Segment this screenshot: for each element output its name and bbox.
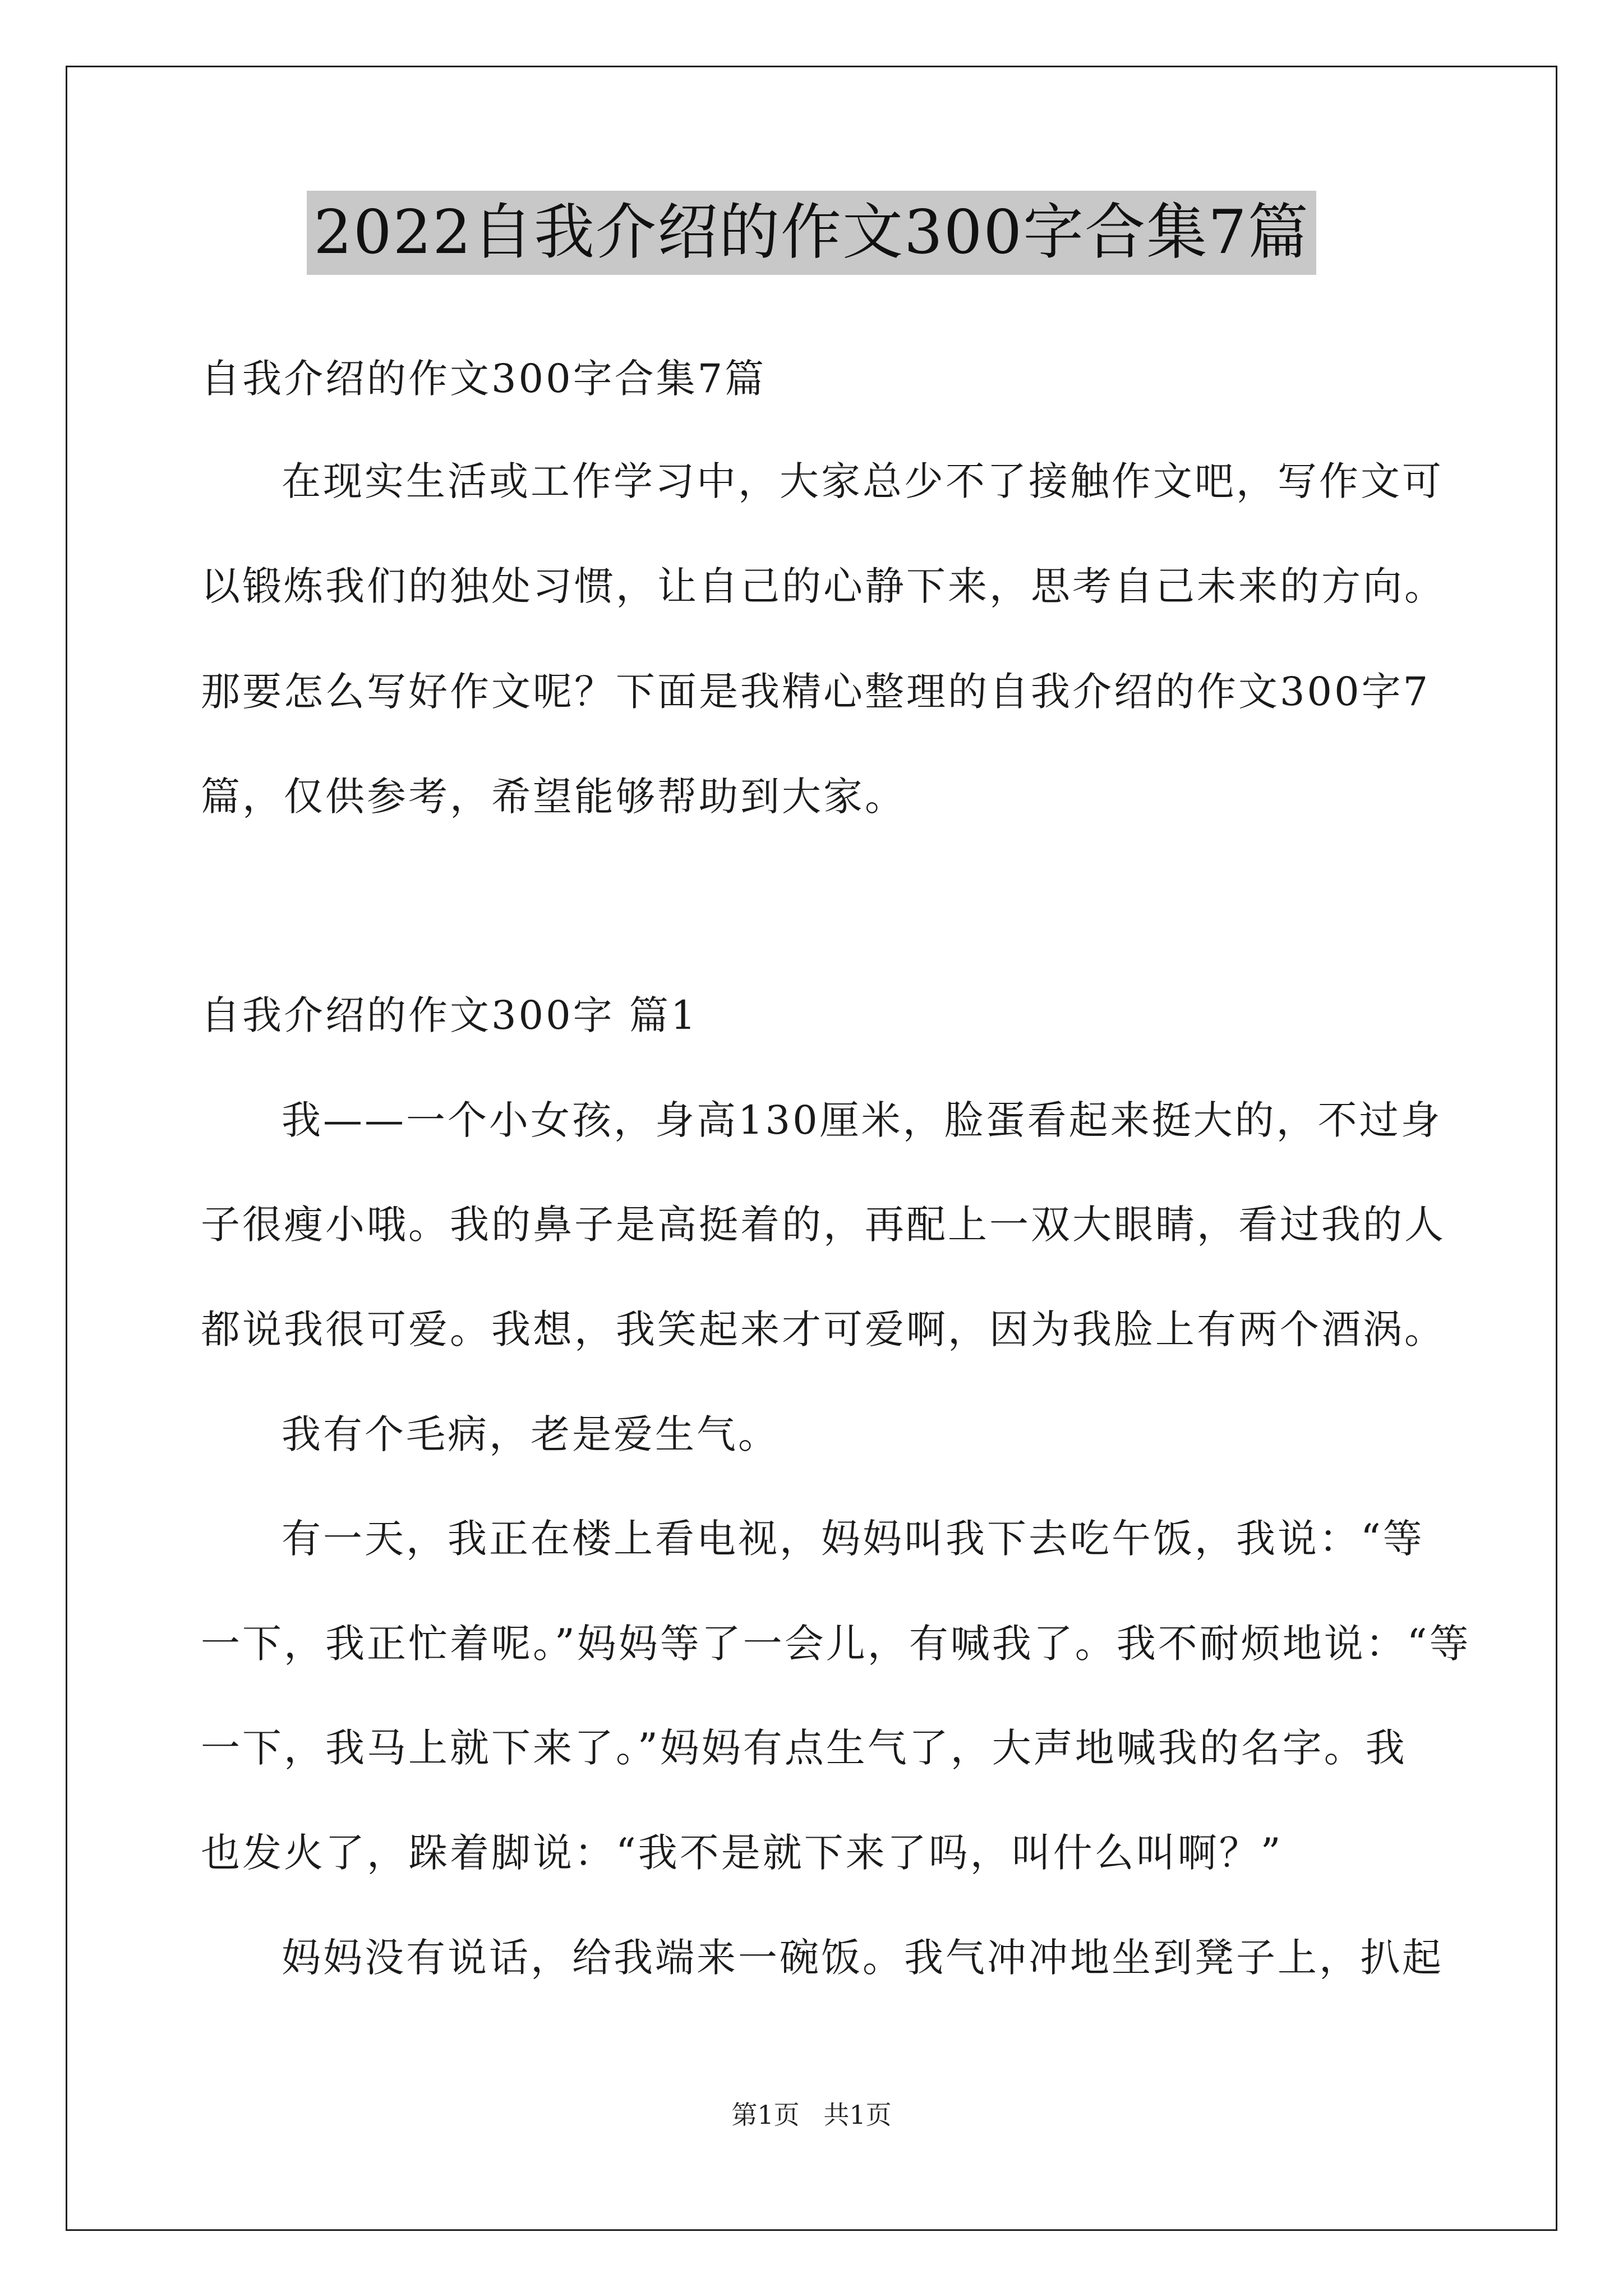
page-number-total: 共1页: [823, 2100, 892, 2130]
body-line-8: 也发火了，跺着脚说：“我不是就下来了吗，叫什么叫啊？”: [201, 1830, 1283, 1876]
intro-line-4: 篇，仅供参考，希望能够帮助到大家。: [201, 774, 906, 820]
title-block: [0, 191, 1623, 275]
body-line-3: 都说我很可爱。我想，我笑起来才可爱啊，因为我脸上有两个酒涡。: [201, 1306, 1446, 1352]
body-line-2: 子很瘦小哦。我的鼻子是高挺着的，再配上一双大眼睛，看过我的人: [201, 1202, 1446, 1248]
document-title: 2022自我介绍的作文300字合集7篇: [307, 191, 1316, 275]
body-line-1: 我——一个小女孩，身高130厘米，脸蛋看起来挺大的，不过身: [282, 1097, 1442, 1143]
intro-line-2: 以锻炼我们的独处习惯，让自己的心静下来，思考自己未来的方向。: [201, 563, 1446, 609]
document-subtitle: 自我介绍的作文300字合集7篇: [201, 356, 767, 402]
section-heading: 自我介绍的作文300字 篇1: [201, 992, 698, 1038]
intro-line-3: 那要怎么写好作文呢？下面是我精心整理的自我介绍的作文300字7: [201, 669, 1431, 715]
body-line-5: 有一天，我正在楼上看电视，妈妈叫我下去吃午饭，我说：“等: [282, 1516, 1424, 1562]
body-line-7: 一下，我马上就下来了。”妈妈有点生气了，大声地喊我的名字。我: [201, 1725, 1407, 1771]
body-line-4: 我有个毛病，老是爱生气。: [282, 1411, 780, 1457]
body-line-9: 妈妈没有说话，给我端来一碗饭。我气冲冲地坐到凳子上，扒起: [282, 1935, 1444, 1981]
intro-line-1: 在现实生活或工作学习中，大家总少不了接触作文吧，写作文可: [282, 458, 1444, 504]
page-number-current: 第1页: [731, 2100, 800, 2130]
body-line-6: 一下，我正忙着呢。”妈妈等了一会儿，有喊我了。我不耐烦地说：“等: [201, 1621, 1471, 1667]
page-footer: [0, 2098, 1623, 2132]
